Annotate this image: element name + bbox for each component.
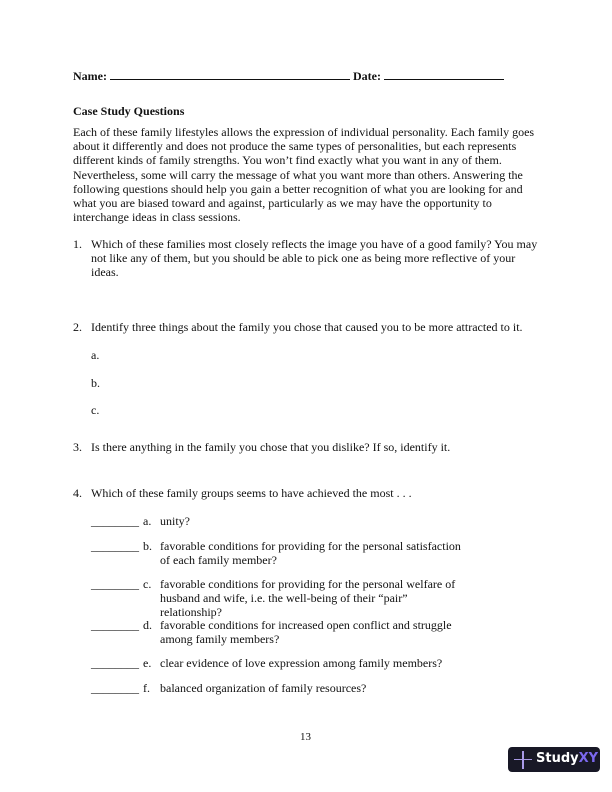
question-2 <box>73 320 553 334</box>
item-text: clear evidence of love expression among family members? <box>160 656 443 670</box>
item-text: unity? <box>160 514 190 528</box>
blank-field[interactable]: ________ <box>91 681 139 695</box>
rating-item-a <box>91 514 551 528</box>
name-date-line <box>73 68 504 83</box>
studyxy-badge[interactable] <box>508 747 600 772</box>
intro-line: Each of these family lifestyles allows the expression of individual personality. Each family goes <box>73 125 535 139</box>
question-number: 3. <box>73 440 82 454</box>
item-letter: f. <box>143 681 150 695</box>
plus-icon <box>514 751 532 769</box>
item-letter: a. <box>143 514 152 528</box>
answer-c: c. <box>91 403 100 417</box>
blank-field[interactable]: ________ <box>91 514 139 528</box>
rating-item-c <box>91 577 471 620</box>
item-text: balanced organization of family resources? <box>160 681 367 695</box>
blank-field[interactable]: ________ <box>91 577 139 591</box>
name-field[interactable] <box>110 68 350 80</box>
intro-paragraph <box>73 125 553 224</box>
brand-text: Study <box>536 751 579 767</box>
name-label: Name: <box>73 69 107 83</box>
question-text: Is there anything in the family you chose that you dislike? If so, identify it. <box>91 440 451 454</box>
date-field[interactable] <box>384 68 504 80</box>
item-text: favorable conditions for providing for the personal welfare of husband and wife, i.e. the well-being of their “pair” relationship? <box>160 577 456 620</box>
rating-item-b <box>91 539 471 567</box>
answer-a: a. <box>91 348 100 362</box>
rating-item-d <box>91 618 461 646</box>
item-letter: d. <box>143 618 152 632</box>
blank-field[interactable]: ________ <box>91 618 139 632</box>
section-title: Case Study Questions <box>73 104 185 118</box>
rating-item-f <box>91 681 551 695</box>
item-letter: c. <box>143 577 152 591</box>
question-text: Which of these family groups seems to have achieved the most . . . <box>91 486 412 500</box>
intro-line: Nevertheless, some will carry the message of what you want more than others. Answering the <box>73 167 523 182</box>
question-number: 1. <box>73 237 82 251</box>
date-label: Date: <box>352 69 381 83</box>
intro-line: what you are biased toward and against, particularly as we may have the opportunity to <box>73 196 492 211</box>
intro-line: different kinds of family strengths. You won’t find exactly what you want in any of them. <box>73 153 502 168</box>
question-number: 4. <box>73 486 82 500</box>
question-1 <box>73 237 538 280</box>
question-4 <box>73 486 553 500</box>
intro-line: following questions should help you gain a better recognition of what you are looking for and <box>73 181 523 196</box>
question-text: Which of these families most closely reflects the image you have of a good family? You may not like any of them, but you should be able to pick one as being more reflective of your ideas. <box>91 237 538 280</box>
item-letter: e. <box>143 656 152 670</box>
intro-line: interchange ideas in class sessions. <box>73 210 241 225</box>
question-3 <box>73 440 553 454</box>
answer-b: b. <box>91 376 100 390</box>
item-text: favorable conditions for increased open conflict and struggle among family members? <box>160 618 452 647</box>
rating-item-e <box>91 656 551 670</box>
item-letter: b. <box>143 539 152 553</box>
page-number: 13 <box>300 731 311 743</box>
item-text: favorable conditions for providing for the personal satisfaction of each family member? <box>160 539 461 568</box>
blank-field[interactable]: ________ <box>91 656 139 670</box>
brand-text-accent: XY <box>578 751 599 767</box>
intro-line: about it differently and does not produce the same types of personalities, but each represents <box>73 139 517 154</box>
blank-field[interactable]: ________ <box>91 539 139 553</box>
question-text: Identify three things about the family you chose that caused you to be more attracted to it. <box>91 320 523 334</box>
question-number: 2. <box>73 320 82 334</box>
